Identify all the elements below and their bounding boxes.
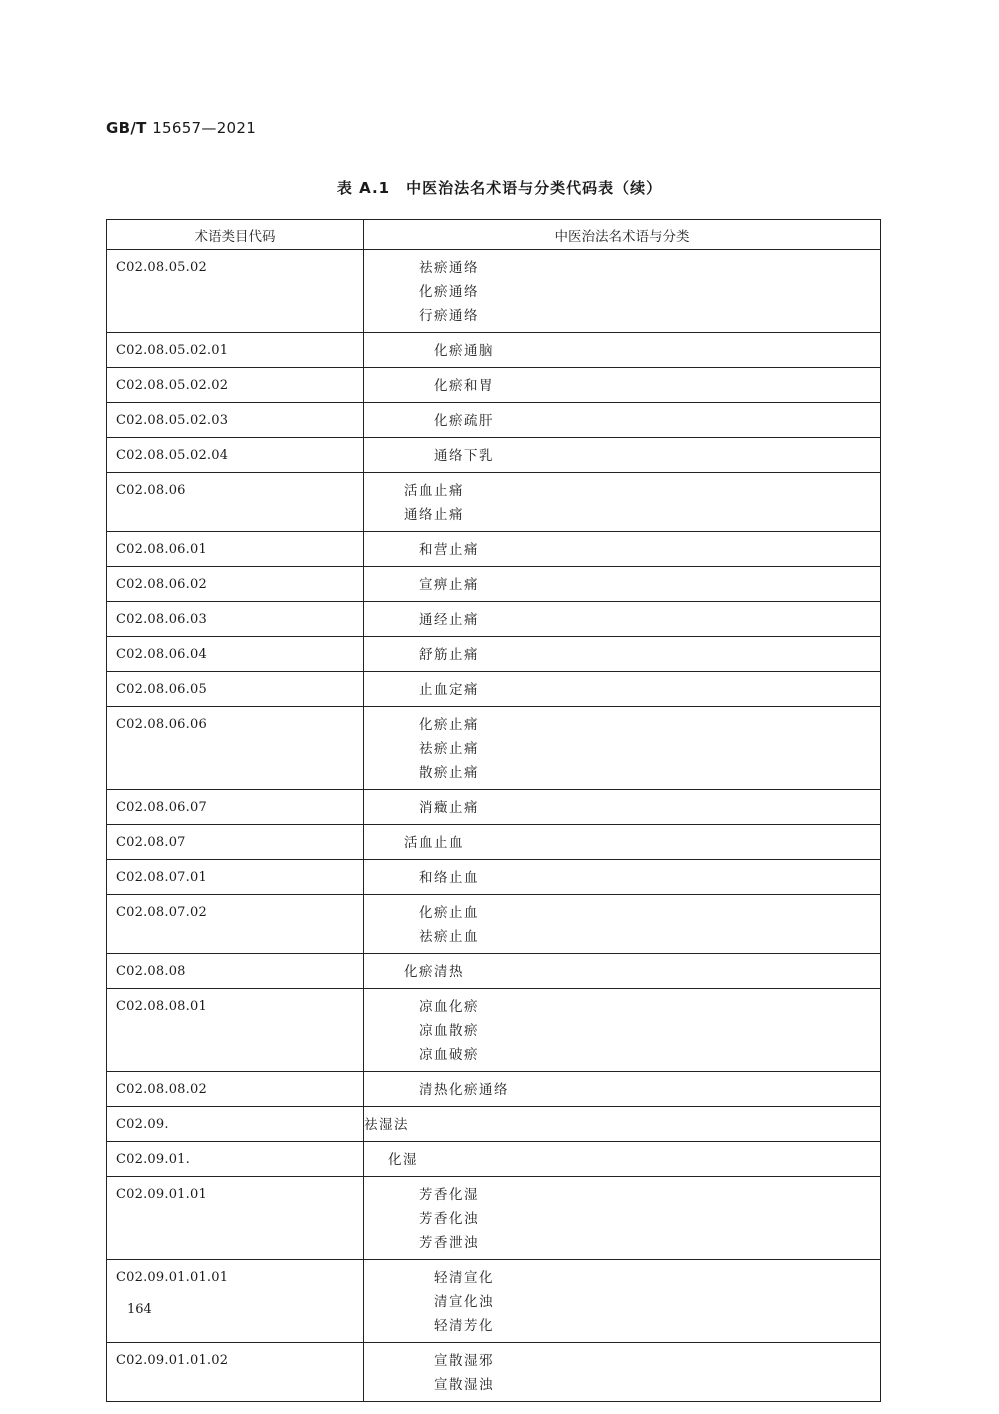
term-name: 行瘀通络 (419, 308, 479, 324)
term-cell (364, 438, 881, 473)
term-code: C02.08.07.02 (107, 895, 364, 954)
term-code: C02.09. (107, 1107, 364, 1142)
table-row (107, 1177, 881, 1260)
term-code: C02.08.05.02.01 (107, 333, 364, 368)
term-name: 凉血化瘀 (419, 999, 479, 1015)
table-row (107, 250, 881, 333)
term-cell (364, 672, 881, 707)
term-name: 舒筋止痛 (419, 647, 479, 663)
term-code: C02.08.06.04 (107, 637, 364, 672)
table-row (107, 707, 881, 790)
term-name: 祛瘀止痛 (419, 741, 479, 757)
term-cell (364, 1072, 881, 1107)
table-row (107, 602, 881, 637)
table-row (107, 438, 881, 473)
table-row (107, 989, 881, 1072)
term-name: 化湿 (388, 1152, 418, 1168)
table-row (107, 1107, 881, 1142)
table-title: 表 A.1 中医治法名术语与分类代码表（续） (336, 179, 663, 197)
term-code: C02.08.08.02 (107, 1072, 364, 1107)
term-name: 化瘀止血 (419, 905, 479, 921)
table-row (107, 368, 881, 403)
table-row (107, 825, 881, 860)
table-row (107, 895, 881, 954)
term-name: 化瘀通络 (419, 284, 479, 300)
term-name: 宣痹止痛 (419, 577, 479, 593)
term-name: 和络止血 (419, 870, 479, 886)
term-cell (364, 1177, 881, 1260)
term-name: 化瘀和胃 (434, 378, 494, 394)
standard-code (106, 119, 256, 137)
table-header-row (107, 220, 881, 250)
term-name: 轻清芳化 (434, 1318, 494, 1334)
term-name: 轻清宣化 (434, 1270, 494, 1286)
term-code: C02.09.01.01 (107, 1177, 364, 1260)
term-cell (364, 895, 881, 954)
table-row (107, 473, 881, 532)
term-name: 散瘀止痛 (419, 765, 479, 781)
term-name: 祛湿法 (364, 1117, 409, 1133)
standard-number: 15657—2021 (152, 119, 257, 137)
term-name: 芳香泄浊 (419, 1235, 479, 1251)
term-name: 消癥止痛 (419, 800, 479, 816)
term-code: C02.08.08 (107, 954, 364, 989)
term-name: 活血止血 (404, 835, 464, 851)
term-cell (364, 1343, 881, 1402)
term-name: 化瘀止痛 (419, 717, 479, 733)
term-cell (364, 989, 881, 1072)
term-cell (364, 860, 881, 895)
term-code: C02.08.06.01 (107, 532, 364, 567)
term-code: C02.08.05.02 (107, 250, 364, 333)
term-code: C02.08.08.01 (107, 989, 364, 1072)
page-number: 164 (127, 1302, 152, 1317)
table-row (107, 333, 881, 368)
term-cell (364, 1107, 881, 1142)
standard-prefix: GB/T (106, 119, 147, 137)
term-name: 化瘀通脑 (434, 343, 494, 359)
term-name: 宣散湿浊 (434, 1377, 494, 1393)
table-row (107, 954, 881, 989)
term-code: C02.08.05.02.02 (107, 368, 364, 403)
term-name: 通络止痛 (404, 507, 464, 523)
term-cell (364, 825, 881, 860)
table-row (107, 532, 881, 567)
term-code: C02.08.06 (107, 473, 364, 532)
table-row (107, 1142, 881, 1177)
term-name: 和营止痛 (419, 542, 479, 558)
term-name: 通络下乳 (434, 448, 494, 464)
term-cell (364, 567, 881, 602)
table-row (107, 672, 881, 707)
term-code: C02.08.06.02 (107, 567, 364, 602)
table-row (107, 637, 881, 672)
term-cell (364, 250, 881, 333)
term-cell (364, 368, 881, 403)
term-code: C02.09.01.01.01 (107, 1260, 364, 1343)
term-name: 止血定痛 (419, 682, 479, 698)
term-cell (364, 1142, 881, 1177)
table-row (107, 790, 881, 825)
term-name: 化瘀疏肝 (434, 413, 494, 429)
term-name: 凉血破瘀 (419, 1047, 479, 1063)
column-header-code: 术语类目代码 (107, 220, 364, 250)
term-cell (364, 790, 881, 825)
term-name: 清热化瘀通络 (419, 1082, 509, 1098)
term-code: C02.08.06.07 (107, 790, 364, 825)
table-row (107, 403, 881, 438)
code-table (106, 219, 881, 1402)
term-cell (364, 333, 881, 368)
term-name: 祛瘀通络 (419, 260, 479, 276)
term-name: 宣散湿邪 (434, 1353, 494, 1369)
term-name: 祛瘀止血 (419, 929, 479, 945)
term-cell (364, 1260, 881, 1343)
term-name: 凉血散瘀 (419, 1023, 479, 1039)
term-cell (364, 532, 881, 567)
column-header-term: 中医治法名术语与分类 (364, 220, 881, 250)
term-name: 化瘀清热 (404, 964, 464, 980)
term-code: C02.09.01. (107, 1142, 364, 1177)
table-row (107, 1072, 881, 1107)
table-row (107, 860, 881, 895)
table-body (107, 250, 881, 1402)
table-row (107, 567, 881, 602)
term-cell (364, 602, 881, 637)
term-cell (364, 473, 881, 532)
term-code: C02.08.07.01 (107, 860, 364, 895)
term-code: C02.09.01.01.02 (107, 1343, 364, 1402)
term-name: 芳香化湿 (419, 1187, 479, 1203)
term-code: C02.08.06.06 (107, 707, 364, 790)
term-name: 通经止痛 (419, 612, 479, 628)
term-code: C02.08.07 (107, 825, 364, 860)
table-row (107, 1343, 881, 1402)
term-code: C02.08.06.05 (107, 672, 364, 707)
term-code: C02.08.05.02.04 (107, 438, 364, 473)
term-name: 芳香化浊 (419, 1211, 479, 1227)
term-cell (364, 637, 881, 672)
table-row (107, 1260, 881, 1343)
term-cell (364, 403, 881, 438)
term-code: C02.08.06.03 (107, 602, 364, 637)
term-cell (364, 954, 881, 989)
term-name: 活血止痛 (404, 483, 464, 499)
term-cell (364, 707, 881, 790)
term-name: 清宣化浊 (434, 1294, 494, 1310)
term-code: C02.08.05.02.03 (107, 403, 364, 438)
